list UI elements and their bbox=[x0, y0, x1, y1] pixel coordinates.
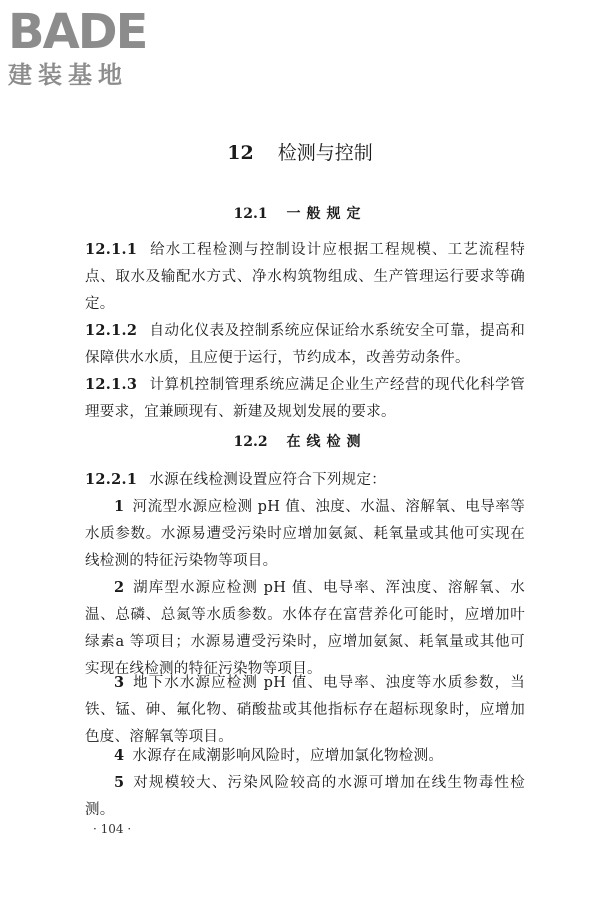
logo-chinese-name: 建装基地 bbox=[8, 61, 128, 89]
item-number: 1 bbox=[114, 498, 125, 515]
section-heading-12-1 bbox=[0, 203, 600, 225]
item-text: 对规模较大、污染风险较高的水源可增加在线生物毒性检测。 bbox=[85, 775, 525, 818]
clause-number: 12.1.2 bbox=[85, 322, 138, 339]
section-number: 12.1 bbox=[233, 206, 268, 222]
clause-text: 自动化仪表及控制系统应保证给水系统安全可靠，提高和保障供水水质，且应便于运行，节约成本，改善劳动条件。 bbox=[85, 323, 525, 366]
clause-text: 给水工程检测与控制设计应根据工程规模、工艺流程特点、取水及输配水方式、净水构筑物组成、生产管理运行要求等确定。 bbox=[85, 242, 525, 312]
section-number: 12.2 bbox=[233, 434, 268, 450]
clause-number: 12.1.3 bbox=[85, 376, 138, 393]
clause-12-1-1 bbox=[85, 236, 525, 318]
logo-wordmark: BADE bbox=[8, 4, 147, 60]
clause-number: 12.1.1 bbox=[85, 241, 138, 258]
clause-12-1-3 bbox=[85, 371, 525, 426]
chapter-title: 检测与控制 bbox=[277, 142, 373, 164]
item-text: 湖库型水源应检测 pH 值、电导率、浑浊度、溶解氧、水温、总磷、总氮等水质参数。水体存在富营养化可能时，应增加叶绿素a 等项目；水源易遭受污染时，应增加氨氮、耗氧量或其他可实现在线检测的特征污染物等项目。 bbox=[85, 580, 525, 677]
item-number: 4 bbox=[114, 747, 125, 764]
section-title: 在线检测 bbox=[286, 434, 367, 450]
list-item-4 bbox=[85, 742, 525, 770]
item-number: 3 bbox=[114, 674, 125, 691]
item-text: 地下水水源应检测 pH 值、电导率、浊度等水质参数，当铁、锰、砷、氟化物、硝酸盐或其他指标存在超标现象时，应增加色度、溶解氧等项目。 bbox=[85, 675, 525, 745]
chapter-heading bbox=[0, 139, 600, 167]
section-heading-12-2 bbox=[0, 431, 600, 453]
list-item-3 bbox=[85, 669, 525, 751]
item-text: 水源存在咸潮影响风险时，应增加氯化物检测。 bbox=[132, 748, 444, 764]
clause-text: 水源在线检测设置应符合下列规定： bbox=[149, 472, 387, 488]
item-number: 2 bbox=[114, 579, 125, 596]
item-number: 5 bbox=[114, 774, 125, 791]
bade-logo bbox=[8, 6, 178, 90]
clause-12-2-1 bbox=[85, 466, 525, 494]
list-item-5 bbox=[85, 769, 525, 824]
clause-text: 计算机控制管理系统应满足企业生产经营的现代化科学管理要求，宜兼顾现有、新建及规划发展的要求。 bbox=[85, 377, 525, 420]
section-title: 一般规定 bbox=[286, 206, 367, 222]
list-item-2 bbox=[85, 574, 525, 683]
item-text: 河流型水源应检测 pH 值、浊度、水温、溶解氧、电导率等水质参数。水源易遭受污染时应增加氨氮、耗氧量或其他可实现在线检测的特征污染物等项目。 bbox=[85, 499, 525, 569]
list-item-1 bbox=[85, 493, 525, 575]
clause-12-1-2 bbox=[85, 317, 525, 372]
chapter-number: 12 bbox=[227, 142, 254, 164]
page-number: · 104 · bbox=[93, 822, 132, 836]
clause-number: 12.2.1 bbox=[85, 471, 138, 488]
